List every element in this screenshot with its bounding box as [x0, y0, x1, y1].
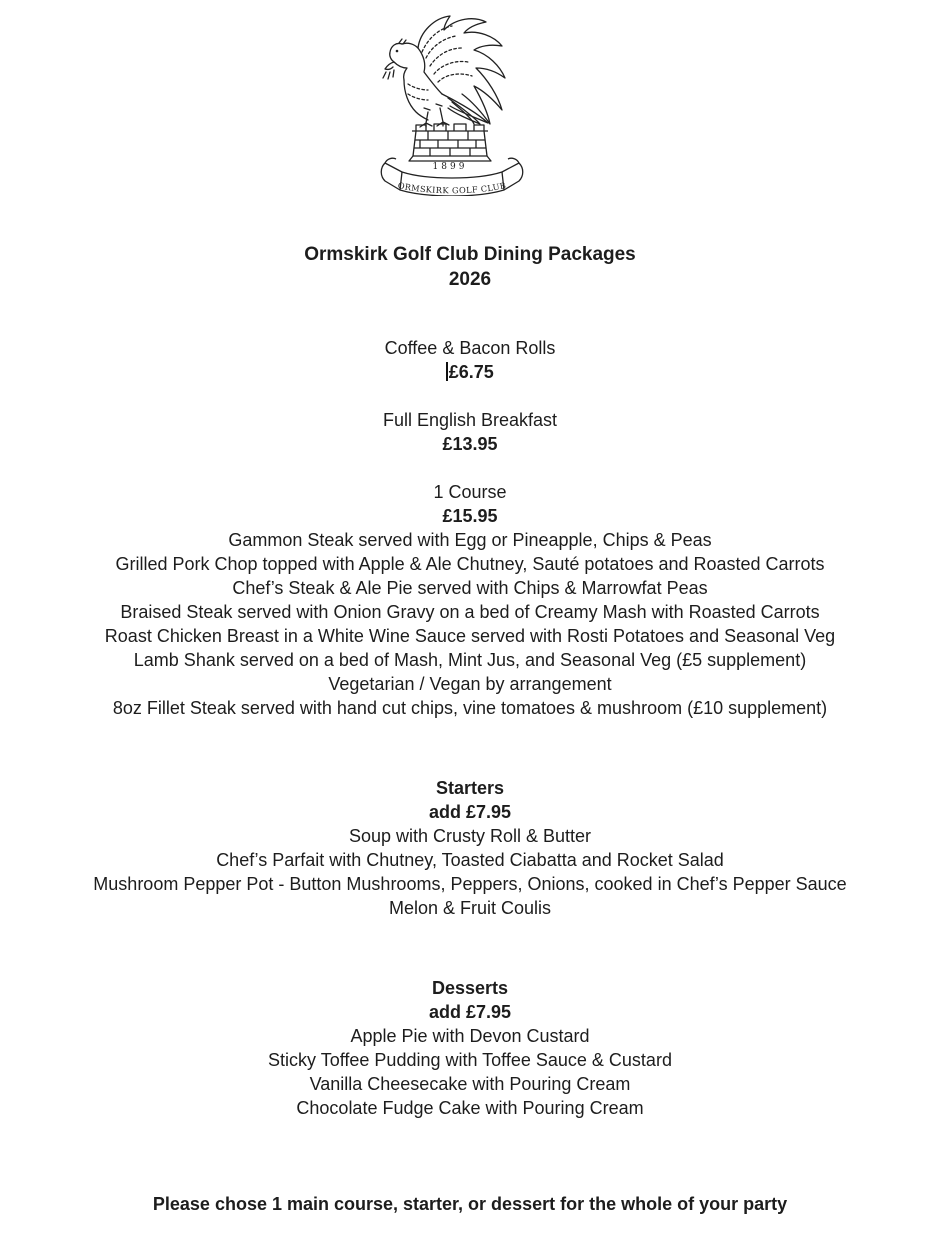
section-price: £15.95 [442, 506, 498, 526]
menu-item: Chef’s Parfait with Chutney, Toasted Ciabatta and Rocket Salad [216, 850, 724, 870]
liver-bird-icon [383, 16, 505, 127]
item-price: £13.95 [442, 434, 498, 454]
menu-item: 8oz Fillet Steak served with hand cut chips, vine tomatoes & mushroom (£10 supplement) [112, 698, 828, 718]
menu-item: Lamb Shank served on a bed of Mash, Mint Jus, and Seasonal Veg (£5 supplement) [133, 650, 807, 670]
menu-item: Melon & Fruit Coulis [388, 898, 552, 918]
item-price [0, 360, 940, 384]
menu-item: Roast Chicken Breast in a White Wine Sauce served with Rosti Potatoes and Seasonal Veg [104, 626, 836, 646]
castle-turret-icon [409, 124, 491, 161]
menu-item-full-english [0, 408, 940, 456]
item-name: Coffee & Bacon Rolls [384, 338, 556, 358]
menu-item: Grilled Pork Chop topped with Apple & Ale Chutney, Sauté potatoes and Roasted Carrots [115, 554, 825, 574]
menu-item: Gammon Steak served with Egg or Pineapple, Chips & Peas [228, 530, 712, 550]
menu-item: Vanilla Cheesecake with Pouring Cream [309, 1074, 631, 1094]
section-one-course [0, 480, 940, 720]
crest-banner-text: ORMSKIRK GOLF CLUB [396, 180, 508, 196]
text-cursor [446, 362, 448, 381]
section-starters [0, 776, 940, 920]
item-price-value: £6.75 [448, 362, 494, 382]
document-title [0, 242, 940, 292]
menu-item: Braised Steak served with Onion Gravy on a bed of Creamy Mash with Roasted Carrots [120, 602, 820, 622]
menu-item-coffee-bacon-rolls [0, 336, 940, 384]
section-heading: 1 Course [433, 482, 507, 502]
section-price: add £7.95 [428, 1002, 512, 1022]
footer-note: Please chose 1 main course, starter, or dessert for the whole of your party [152, 1194, 788, 1214]
menu-item: Chocolate Fudge Cake with Pouring Cream [296, 1098, 644, 1118]
section-desserts [0, 976, 940, 1120]
section-heading: Desserts [431, 978, 509, 998]
section-heading: Starters [435, 778, 505, 798]
crest-year-text: 1899 [432, 162, 468, 172]
menu-item: Vegetarian / Vegan by arrangement [328, 674, 612, 694]
section-price: add £7.95 [428, 802, 512, 822]
title-line-2: 2026 [448, 269, 492, 290]
menu-item: Chef’s Steak & Ale Pie served with Chips & Marrowfat Peas [232, 578, 708, 598]
menu-item: Mushroom Pepper Pot - Button Mushrooms, Peppers, Onions, cooked in Chef’s Pepper Sauce [93, 874, 847, 894]
menu-item: Sticky Toffee Pudding with Toffee Sauce & Custard [268, 1050, 672, 1070]
menu-item: Soup with Crusty Roll & Butter [348, 826, 592, 846]
item-name: Full English Breakfast [382, 410, 558, 430]
title-line-1: Ormskirk Golf Club Dining Packages [304, 244, 636, 265]
menu-item: Apple Pie with Devon Custard [350, 1026, 590, 1046]
club-crest-logo [372, 6, 532, 196]
